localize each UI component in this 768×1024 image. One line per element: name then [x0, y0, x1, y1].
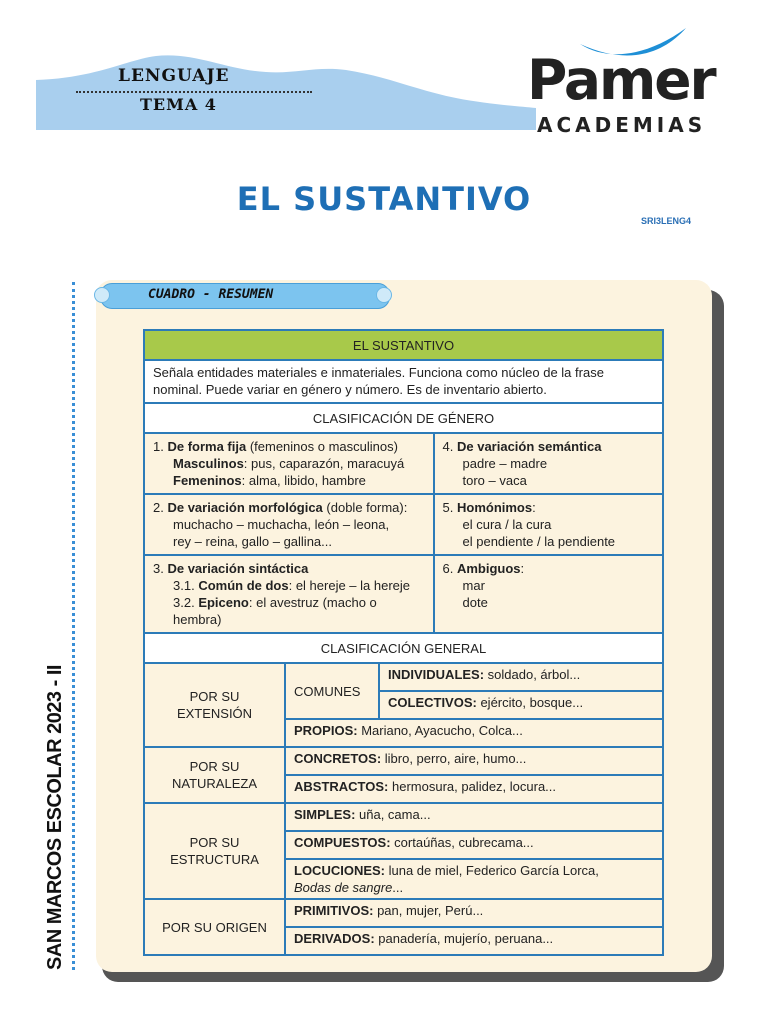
cell-title: SIMPLES: — [294, 807, 356, 822]
item-number: 2. — [153, 500, 164, 515]
cell-title: ABSTRACTOS: — [294, 779, 389, 794]
abstractos-cell — [285, 775, 663, 803]
table-row — [144, 899, 663, 927]
item-number: 3. — [153, 561, 164, 576]
header-divider — [76, 91, 312, 93]
item-line: el pendiente / la pendiente — [462, 534, 616, 549]
topic-label: TEMA 4 — [140, 95, 217, 114]
cell-title: CONCRETOS: — [294, 751, 382, 766]
sidebar-vertical-text: SAN MARCOS ESCOLAR 2023 - II — [44, 665, 66, 970]
derivados-cell — [285, 927, 663, 955]
table-row — [144, 403, 663, 433]
cell-title: PROPIOS: — [294, 723, 358, 738]
item-sub-title: Masculinos — [173, 456, 244, 471]
item-line: rey – reina, gallo – gallina... — [173, 534, 332, 549]
sub-item-line: : el hereje – la hereje — [288, 578, 411, 593]
item-number: 5. — [442, 500, 454, 515]
table-row — [144, 633, 663, 663]
item-title: De variación morfológica — [167, 500, 323, 515]
table-row — [144, 330, 663, 360]
item-title: Ambiguos — [456, 561, 521, 576]
colectivos-cell — [379, 691, 663, 719]
table-header: EL SUSTANTIVO — [144, 330, 663, 360]
cell-italic-text: Bodas de sangre — [294, 880, 393, 895]
estructura-label: POR SU ESTRUCTURA — [144, 803, 285, 899]
cell-text: pan, mujer, Perú... — [373, 903, 484, 918]
page-title — [0, 180, 768, 218]
cell-text: ... — [392, 880, 404, 895]
brand-logo-subtitle: ACADEMIAS — [537, 113, 707, 137]
concretos-cell — [285, 747, 663, 775]
item-title: De variación semántica — [456, 439, 602, 454]
gender-item-3 — [144, 555, 434, 633]
gender-item-1 — [144, 433, 434, 494]
cell-text: ejército, bosque... — [476, 695, 584, 710]
item-colon: : — [520, 561, 525, 576]
item-note: (femeninos o masculinos) — [246, 439, 398, 454]
document-code: SRI3LENG4 — [641, 216, 692, 226]
item-sub-title: Femeninos — [173, 473, 242, 488]
cell-text: panadería, mujerío, peruana... — [374, 931, 554, 946]
locuciones-cell — [285, 859, 663, 899]
sub-item-title: Epiceno — [198, 595, 249, 610]
definition-cell: Señala entidades materiales e inmateriales. Funciona como núcleo de la frase nominal. Puede variar en género y número. Es de inventario abierto. — [144, 360, 663, 403]
origen-label: POR SU ORIGEN — [144, 899, 285, 955]
subject-label: LENGUAJE — [118, 66, 230, 86]
header-wave-graphic — [36, 50, 536, 130]
sub-item-line: : el avestruz (macho o hembra) — [173, 595, 377, 627]
item-number: 1. — [153, 439, 164, 454]
cell-title: COLECTIVOS: — [388, 695, 477, 710]
tag-left-dot — [94, 287, 110, 303]
primitivos-cell — [285, 899, 663, 927]
summary-table — [143, 329, 664, 956]
extension-label: POR SU EXTENSIÓN — [144, 663, 285, 747]
item-title: De variación sintáctica — [167, 561, 309, 576]
item-colon: : — [532, 500, 536, 515]
table-row — [144, 555, 663, 633]
cell-title: DERIVADOS: — [294, 931, 375, 946]
sub-item-number: 3.1. — [173, 578, 195, 593]
gender-item-4 — [434, 433, 663, 494]
summary-tag-label: CUADRO - RESUMEN — [148, 287, 274, 302]
propios-cell — [285, 719, 663, 747]
item-note: (doble forma): — [322, 500, 408, 515]
brand-logo-name: Pamer — [527, 48, 715, 112]
individuales-cell — [379, 663, 663, 691]
cell-text: hermosura, palidez, locura... — [388, 779, 557, 794]
item-number: 4. — [442, 439, 454, 454]
item-title: Homónimos — [456, 500, 533, 515]
table-row — [144, 494, 663, 555]
item-line: : pus, caparazón, maracuyá — [243, 456, 405, 471]
cell-text: cortaúñas, cubrecama... — [390, 835, 534, 850]
gender-item-2 — [144, 494, 434, 555]
comunes-label: COMUNES — [285, 663, 379, 719]
sub-item-number: 3.2. — [173, 595, 195, 610]
gender-item-6 — [434, 555, 663, 633]
table-row — [144, 803, 663, 831]
compuestos-cell — [285, 831, 663, 859]
tag-right-dot — [376, 287, 392, 303]
cell-text: uña, cama... — [355, 807, 431, 822]
page-title-text: EL SUSTANTIVO — [236, 180, 532, 218]
cell-title: LOCUCIONES: — [294, 863, 385, 878]
item-line: dote — [462, 595, 488, 610]
cell-title: PRIMITIVOS: — [294, 903, 374, 918]
item-line: padre – madre — [462, 456, 548, 471]
table-row — [144, 360, 663, 403]
item-line: toro – vaca — [462, 473, 527, 488]
item-line: muchacho – muchacha, león – leona, — [173, 517, 390, 532]
gender-classification-title: CLASIFICACIÓN DE GÉNERO — [144, 403, 663, 433]
sidebar-dotted-line — [72, 282, 75, 970]
gender-item-5 — [434, 494, 663, 555]
cell-text: soldado, árbol... — [484, 667, 581, 682]
item-line: : alma, libido, hambre — [241, 473, 366, 488]
table-row — [144, 433, 663, 494]
cell-text: luna de miel, Federico García Lorca, — [385, 863, 599, 878]
cell-title: INDIVIDUALES: — [388, 667, 485, 682]
item-line: el cura / la cura — [462, 517, 552, 532]
cell-text: Mariano, Ayacucho, Colca... — [357, 723, 523, 738]
cell-text: libro, perro, aire, humo... — [381, 751, 527, 766]
general-classification-title: CLASIFICACIÓN GENERAL — [144, 633, 663, 663]
table-row — [144, 747, 663, 775]
item-number: 6. — [442, 561, 454, 576]
table-row — [144, 663, 663, 691]
item-line: mar — [462, 578, 485, 593]
naturaleza-label: POR SU NATURALEZA — [144, 747, 285, 803]
cell-title: COMPUESTOS: — [294, 835, 391, 850]
simples-cell — [285, 803, 663, 831]
item-title: De forma fija — [167, 439, 247, 454]
sub-item-title: Común de dos — [198, 578, 289, 593]
